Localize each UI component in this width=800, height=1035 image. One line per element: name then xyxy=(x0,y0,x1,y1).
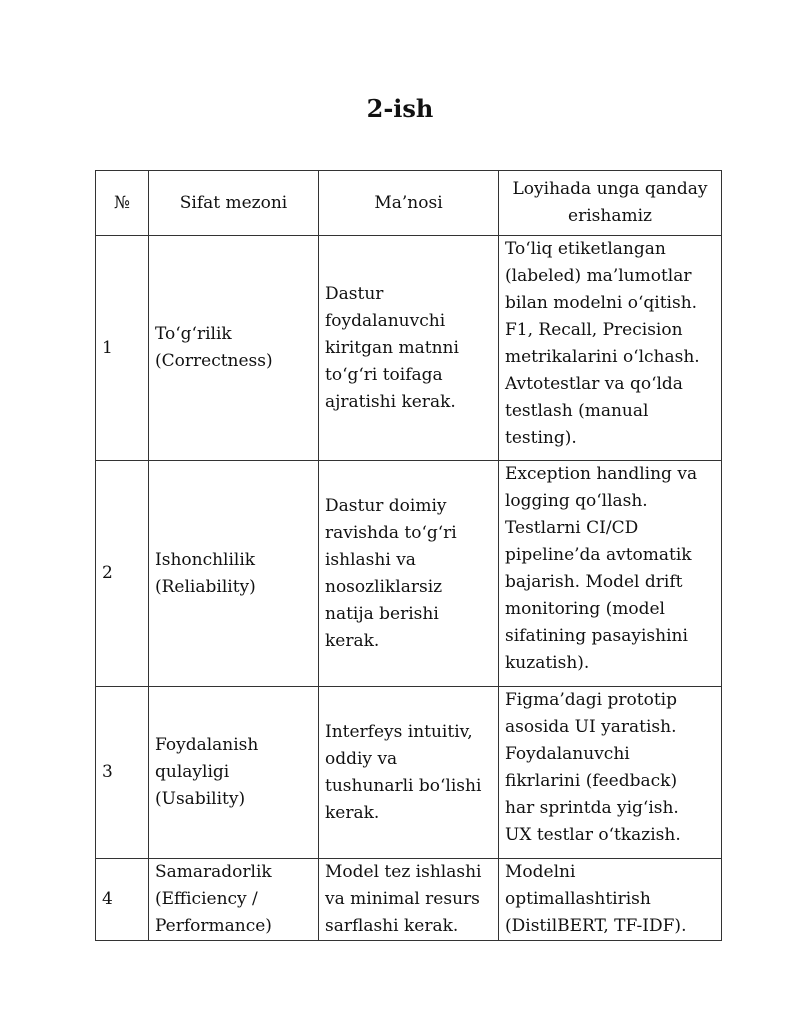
page-title: 2-ish xyxy=(366,94,434,123)
meaning-cell: Interfeys intuitiv, oddiy va tushunarli bo‘lishi kerak. xyxy=(319,687,499,859)
achievement-cell: Modelni optimallashtirish (DistilBERT, TF-IDF). xyxy=(499,859,722,941)
criterion-cell: Ishonchlilik (Reliability) xyxy=(149,461,319,687)
criterion-cell: Foydalanish qulayligi (Usability) xyxy=(149,687,319,859)
row-number: 2 xyxy=(96,461,149,687)
criterion-cell: Samaradorlik (Efficiency / Performance) xyxy=(149,859,319,941)
meaning-cell: Dastur foydalanuvchi kiritgan matnni to‘g‘ri toifaga ajratishi kerak. xyxy=(319,236,499,461)
header-number: № xyxy=(96,171,149,236)
table-row xyxy=(96,236,722,461)
header-meaning: Ma’nosi xyxy=(319,171,499,236)
achievement-cell: To‘liq etiketlangan (labeled) ma’lumotlar bilan modelni o‘qitish. F1, Recall, Precision metrikalarini o‘lchash. Avtotestlar va qo‘lda testlash (manual testing). xyxy=(499,236,722,461)
quality-criteria-table xyxy=(95,170,722,941)
achievement-cell: Figma’dagi prototip asosida UI yaratish. Foydalanuvchi fikrlarini (feedback) har sprintda yig‘ish. UX testlar o‘tkazish. xyxy=(499,687,722,859)
table-row xyxy=(96,859,722,941)
table-row xyxy=(96,461,722,687)
header-criterion: Sifat mezoni xyxy=(149,171,319,236)
table-header-row xyxy=(96,171,722,236)
meaning-cell: Model tez ishlashi va minimal resurs sarflashi kerak. xyxy=(319,859,499,941)
achievement-cell: Exception handling va logging qo‘llash. Testlarni CI/CD pipeline’da avtomatik bajarish. Model drift monitoring (model sifatining pasayishini kuzatish). xyxy=(499,461,722,687)
meaning-cell: Dastur doimiy ravishda to‘g‘ri ishlashi va nosozliklarsiz natija berishi kerak. xyxy=(319,461,499,687)
row-number: 3 xyxy=(96,687,149,859)
criterion-cell: To‘g‘rilik (Correctness) xyxy=(149,236,319,461)
row-number: 1 xyxy=(96,236,149,461)
table-row xyxy=(96,687,722,859)
header-achievement: Loyihada unga qanday erishamiz xyxy=(499,171,722,236)
row-number: 4 xyxy=(96,859,149,941)
